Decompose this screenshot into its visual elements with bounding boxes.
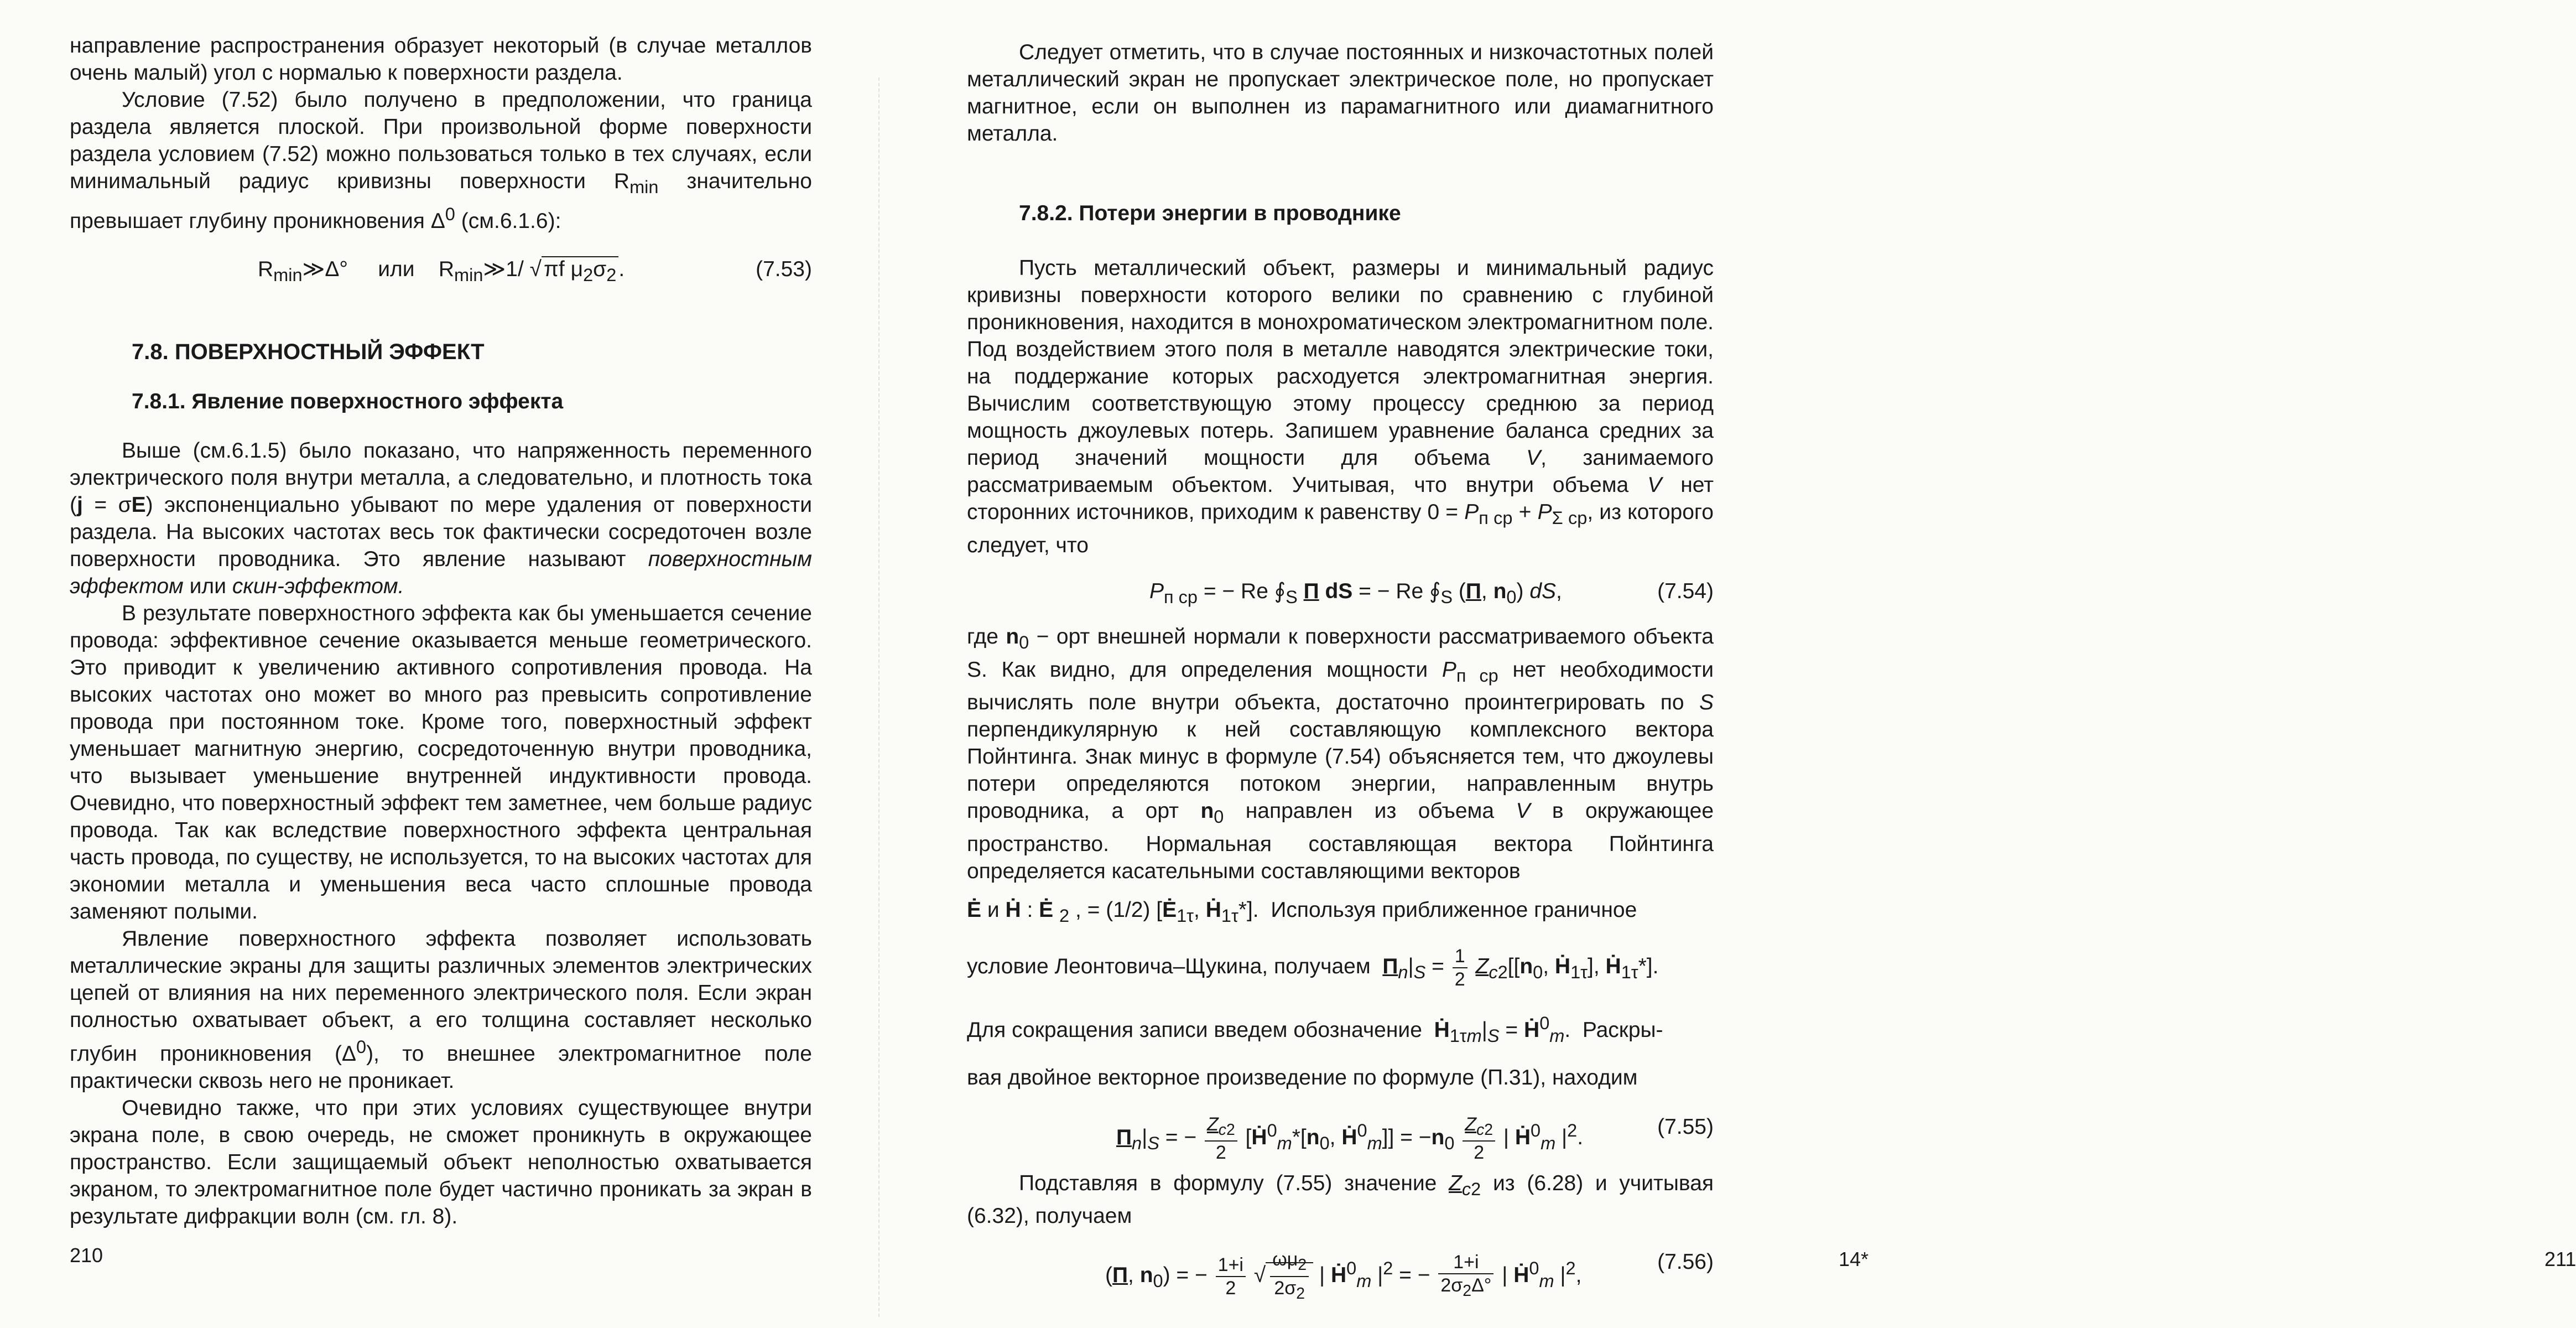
equation-7-55 [967, 1097, 1714, 1162]
right-subsection-heading: 7.8.2. Потери энергии в проводнике [1019, 201, 1401, 225]
equation-7-54 [967, 570, 1714, 611]
equation-7-55-number: (7.55) [1657, 1114, 1714, 1139]
equation-7-56-expression: (П, $n_0$) = − $\frac{1+i}{2}$ √ $\frac{\omega\mu_2}{2\sigma_2}$ | Ḣ$^0_m$ $|^2$ = − $\frac{1+i}{2\sigma_2\Delta^\circ}$ | Ḣ$^0_m$ $|^2$, [1105, 1249, 1582, 1303]
page-number-right: 211 [2544, 1248, 2576, 1270]
expansion-line: вая двойное векторное произведение по формуле (П.31), находим [967, 1065, 1638, 1090]
left-subsection-heading: 7.8.1. Явление поверхностного эффекта [132, 389, 564, 413]
equation-7-56 [967, 1232, 1714, 1303]
right-paragraph-4: Подставляя в формулу (7.55) значение $Z_{c2}$ из (6.28) и учитывая (6.32), получаем [967, 1171, 1714, 1228]
right-page [880, 0, 2576, 1328]
left-paragraph-4: В результате поверхностного эффекта как бы уменьшается сечение провода: эффективное сечение оказывается меньше геометрического. Это приводит к увеличению активного сопротивления провода. На высоких частотах оно может во много раз превысить сопротивление провода при постоянном токе. Кроме того, поверхностный эффект уменьшает магнитную энергию, сосредоточенную внутри проводника, что вызывает уменьшение внутренней индуктивности провода. Очевидно, что поверхностный эффект тем заметнее, чем больше радиус провода. Так как вследствие поверхностного эффекта центральная часть провода, по существу, не используется, то на высоких частотах для экономии металла и уменьшения веса часто сплошные провода заменяют полыми. [70, 601, 812, 924]
left-paragraph-2: Условие (7.52) было получено в предположении, что граница раздела является плоской. При произвольной форме поверхности раздела условием (7.52) можно пользоваться только в тех случаях, если минимальный радиус кривизны поверхности $R_{min}$ значительно превышает глубину проникновения $\Delta^0$ (см.6.1.6): [70, 88, 812, 233]
page-number-left: 210 [70, 1244, 103, 1267]
equation-7-53-expression: $R_{min}≫\Delta^\circ$ или $R_{min}≫1/$ √ πf $\mu_2\sigma_2$ . [258, 257, 625, 285]
right-paragraph-2: Пусть металлический объект, размеры и минимальный радиус кривизны поверхности которого велики по сравнению с глубиной проникновения, находится в монохроматическом электромагнитном поле. Под воздействием этого поля в металле наводятся электрические токи, на поддержание которых расходуется электромагнитная энергия. Вычислим соответствующую этому процессу среднюю за период мощность джоулевых потерь. Запишем уравнение баланса средних за период значений мощности для объема V, занимаемого рассматриваемым объектом. Учитывая, что внутри объема V нет сторонних источников, приходим к равенству $0 = P_{п ср} + P_{\Sigma ср}$, из которого следует, что [967, 256, 1714, 557]
section-heading: 7.8. ПОВЕРХНОСТНЫЙ ЭФФЕКТ [132, 339, 485, 364]
equation-7-54-expression: $P_{п ср}$ = − Re $∮_S$ П dS = − Re $∮_S$ (П, $n_0$) dS, [1149, 579, 1562, 607]
leontovich-condition-line: условие Леонтовича–Щукина, получаем $П_n|_S$ = $\frac{1}{2}$ $Z_{c2}[[n_0$, Ḣ$_{1\tau}$], Ḣ$_{1\tau}$*]. [967, 945, 1659, 990]
left-paragraph-3: Выше (см.6.1.5) было показано, что напряженность переменного электрического поля внутри металла, а следовательно, и плотность тока (j = σE) экспоненциально убывают по мере удаления от поверхности раздела. На высоких частотах весь ток фактически сосредоточен возле поверхности проводника. Это явление называют поверхностным эффектом или скин-эффектом. [70, 438, 812, 598]
left-page [0, 0, 880, 1328]
equation-7-55-expression: $П_n|_S$ = − $\frac{Z_{c2}}{2}$ [$Ḣ^0_m*[n_0$, Ḣ$^0_m$]] = $-n_0$ $\frac{Z_{c2}}{2}$ | Ḣ$^0_m$ $|^2$. [1116, 1113, 1584, 1164]
right-paragraph-3: где $n_0$ − орт внешней нормали к поверхности рассматриваемого объекта S. Как видно, для определения мощности $P_{п ср}$ нет необходимости вычислять поле внутри объекта, достаточно проинтегрировать по S перпендикулярную к ней составляющую комплексного вектора Пойнтинга. Знак минус в формуле (7.54) объясняется тем, что джоулевы потери определяются потоком энергии, направленным внутрь проводника, а орт $n_0$ направлен из объема V в окружающее пространство. Нормальная составляющая вектора Пойнтинга определяется касательными составляющими векторов [967, 624, 1714, 884]
right-paragraph-1: Следует отметить, что в случае постоянных и низкочастотных полей металлический экран не пропускает электрическое поле, но пропускает магнитное, если он выполнен из парамагнитного или диамагнитного металла. [967, 40, 1714, 146]
equation-7-56-number: (7.56) [1657, 1250, 1714, 1274]
left-text-column [70, 32, 812, 1230]
left-paragraph-5: Явление поверхностного эффекта позволяет использовать металлические экраны для защиты различных элементов электрических цепей от влияния на них переменного электрического поля. Если экран полностью охватывает объект, а его толщина составляет несколько глубин проникновения $(\Delta^0)$, то внешнее электромагнитное поле практически сквозь него не проникает. [70, 926, 812, 1093]
right-text-column [967, 39, 1714, 1305]
boundary-vectors-line: Ė и Ḣ : Ė $_2$ , = (1/2) [$Ė_{1\tau}$, Ḣ$_{1\tau}$*]. Используя приближенное граничное [967, 898, 1637, 926]
equation-7-53 [70, 246, 812, 287]
equation-7-53-number: (7.53) [756, 257, 812, 281]
left-paragraph-1: направление распространения образует некоторый (в случае металлов очень малый) угол с нормалью к поверхности раздела. [70, 34, 812, 85]
equation-7-54-number: (7.54) [1657, 579, 1714, 603]
sheet-signature-mark: 14* [1839, 1248, 1869, 1270]
notation-line: Для сокращения записи введем обозначение $Ḣ_{1\tau m}|_S$ = Ḣ$^0_m$. Раскры- [967, 1013, 1663, 1046]
left-paragraph-6: Очевидно также, что при этих условиях существующее внутри экрана поле, в свою очередь, не сможет проникнуть в окружающее пространство. Если защищаемый объект неполностью охватывается экраном, то электромагнитное поле будет частично проникать за экран в результате дифракции волн (см. гл. 8). [70, 1096, 812, 1228]
